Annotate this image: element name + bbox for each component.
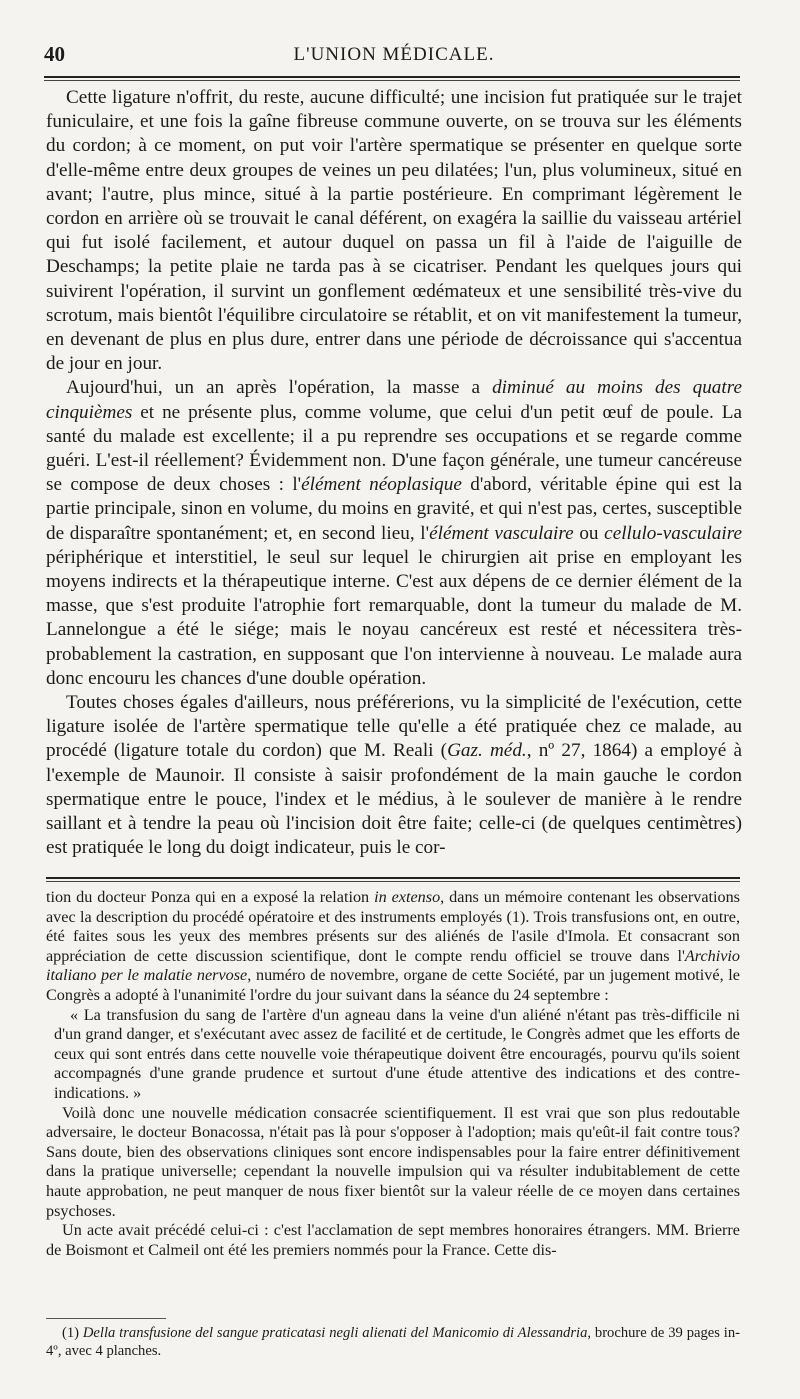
italic-run: élément vasculaire bbox=[429, 522, 574, 544]
text-run: , dans un mémoire contenant les observations avec la description du procédé opératoire et des instruments employés (1). Trois transfusions ont, en outre, été faites sous les yeux des membres présents sur des aliénés de l'asile d'Imola. Et consacrant son appréciation de cette discussion scientifique, dont le compte rendu officiel se trouve dans l' bbox=[46, 888, 740, 965]
main-article bbox=[46, 86, 742, 861]
paragraph: Un acte avait précédé celui-ci : c'est l'acclamation de sept membres honoraires étrangers. MM. Brierre de Boismont et Calmeil ont été les premiers nommés pour la France. Cette dis- bbox=[46, 1221, 740, 1259]
paragraph bbox=[46, 888, 740, 1006]
feuilleton-section bbox=[46, 888, 740, 1260]
footnote bbox=[46, 1324, 740, 1360]
text-run: d'abord, véritable épine qui est la partie principale, sinon en volume, du moins en gravité, et qui n'est pas, certes, susceptible de disparaître spontanément; et, en second lieu, l' bbox=[46, 474, 742, 544]
footnote-rule bbox=[46, 1318, 166, 1319]
text-run: , brochure de 39 pages in-4º, avec 4 planches. bbox=[46, 1325, 741, 1359]
italic-run: Archivio italiano per le malatie nervose bbox=[46, 946, 740, 985]
italic-run: cellulo-vasculaire bbox=[604, 522, 742, 544]
section-rule-thin bbox=[46, 881, 740, 882]
text-run: , numéro de novembre, organe de cette Société, par un jugement motivé, le Congrès a adopté à l'unanimité l'ordre du jour suivant dans la séance du 24 septembre : bbox=[46, 966, 740, 1004]
paragraph bbox=[46, 376, 742, 691]
footnote-marker: (1) bbox=[62, 1325, 83, 1341]
text-run: tion du docteur Ponza qui en a exposé la relation bbox=[46, 888, 375, 906]
paragraph bbox=[46, 691, 742, 860]
italic-run: in extenso bbox=[374, 888, 441, 906]
text-run: ou bbox=[573, 522, 605, 544]
paragraph: Cette ligature n'offrit, du reste, aucune difficulté; une incision fut pratiquée sur le trajet funiculaire, et une fois la gaîne fibreuse commune ouverte, on se trouva sur les éléments du cordon; à ce moment, on put voir l'artère spermatique se présenter en quelque sorte d'elle-même entre deux groupes de veines un peu dilatées; l'un, plus volumineux, situé en avant; l'autre, plus mince, situé à la partie postérieure. En comprimant légèrement le cordon en arrière où se trouvait le canal déférent, on exagéra la saillie du vaisseau artériel qui fut isolé facilement, et autour duquel on passa un fil à l'aide de l'aiguille de Deschamps; la petite plaie ne tarda pas à se cicatriser. Pendant les quelques jours qui suivirent l'opération, il survint un gonflement œdémateux et une sensibilité très-vive du scrotum, mais bientôt l'équilibre circulatoire se rétablit, et on vit manifestement la tumeur, en devenant de plus en plus dure, entrer dans une période de décroissance qui s'accentua de jour en jour. bbox=[46, 87, 742, 375]
paragraph: Voilà donc une nouvelle médication consacrée scientifiquement. Il est vrai que son plus redoutable adversaire, le docteur Bonacossa, n'était pas là pour s'opposer à l'adoption; mais qu'eût-il fait contre tous? Sans doute, bien des observations cliniques sont encore indispensables pour la faire entrer définitivement dans la pratique universelle; cependant la nouvelle impulsion qui va résulter indubitablement de cette haute approbation, ne peut manquer de nous fixer bientôt sur la valeur réelle de ce moyen dans certaines psychoses. bbox=[46, 1103, 740, 1220]
text-run: Toutes choses égales d'ailleurs, nous préférerions, vu la simplicité de l'exécution, cette ligature isolée de l'artère spermatique telle qu'elle a été pratiquée chez ce malade, au procédé (ligature totale du cordon) que M. Reali ( bbox=[46, 692, 742, 762]
page-number: 40 bbox=[44, 42, 65, 66]
header-rule bbox=[44, 76, 740, 78]
italic-run: élément néoplasique bbox=[301, 474, 462, 496]
text-run: , nº 27, 1864) a employé à l'exemple de Maunoir. Il consiste à saisir profondément de la main gauche le cordon spermatique entre le pouce, l'index et le médius, à le soulever de manière à le rendre saillant et à tendre la peau où l'incision doit être faite; celle-ci (de quelques centimètres) est pratiquée le long du doigt indicateur, puis le cor- bbox=[46, 740, 742, 859]
footnote-text bbox=[46, 1324, 740, 1360]
italic-run: diminué au moins des quatre cinquièmes bbox=[46, 377, 742, 423]
text-run: périphérique et interstitiel, le seul sur lequel le chirurgien ait prise en employant les moyens indirects et la thérapeutique interne. C'est aux dépens de ce dernier élément de la masse, que s'est produite l'atrophie fort remarquable, dont la tumeur du malade de M. Lannelongue a été le siége; mais le noyau cancéreux est resté et nécessitera très-probablement la castration, en supposant que l'on intervienne à nouveau. Le malade aura donc encouru les chances d'une double opération. bbox=[46, 546, 742, 689]
italic-run: Gaz. méd. bbox=[447, 740, 527, 762]
text-run: Aujourd'hui, un an après l'opération, la masse a bbox=[66, 377, 493, 399]
quotation: « La transfusion du sang de l'artère d'un agneau dans la veine d'un aliéné n'étant pas très-difficile ni d'un grand danger, et s'exécutant avec assez de facilité et de certitude, le Congrès admet que les efforts de ceux qui sont entrés dans cette nouvelle voie thérapeutique doivent être encouragés, pourvu qu'ils soient accompagnés d'une grande prudence et surtout d'une étude attentive des indications et des contre-indications. » bbox=[54, 1005, 740, 1102]
header-rule-thin bbox=[44, 80, 740, 81]
section-rule bbox=[46, 877, 740, 879]
running-header bbox=[44, 38, 744, 74]
text-run: et ne présente plus, comme volume, que celui d'un petit œuf de poule. La santé du malade est excellente; il a pu reprendre ses occupations et se regarde comme guéri. L'est-il réellement? Évidemment non. D'une façon générale, une tumeur cancéreuse se compose de deux choses : l' bbox=[46, 401, 742, 496]
running-title: L'UNION MÉDICALE. bbox=[293, 44, 495, 65]
footnote-title: Della transfusione del sangue praticatasi negli alienati del Manicomio di Alessandria bbox=[82, 1325, 588, 1341]
